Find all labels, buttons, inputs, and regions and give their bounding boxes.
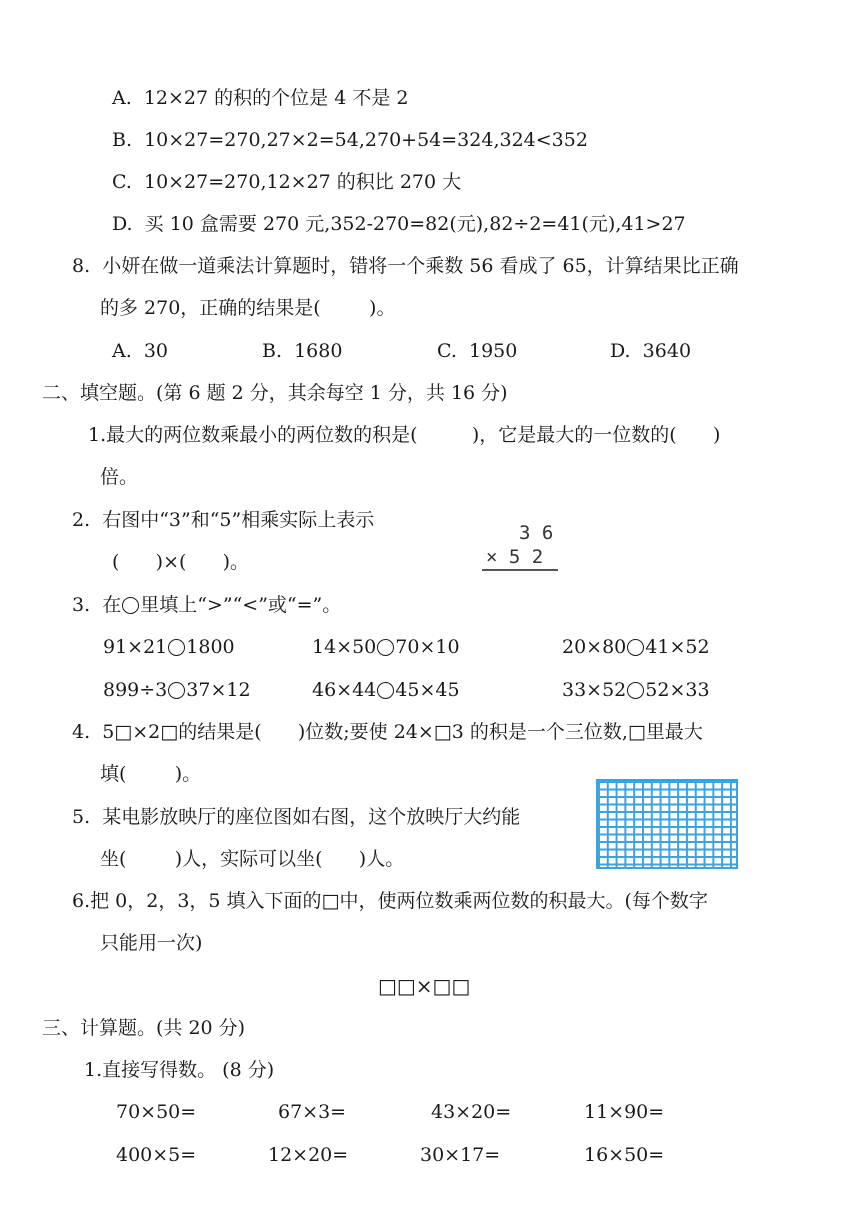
q8-text-line2: 的多 270，正确的结果是( )。 bbox=[100, 297, 396, 319]
calc-item: 67×3= bbox=[278, 1101, 347, 1123]
calc-item: 70×50= bbox=[116, 1101, 197, 1123]
s2-q5-line2: 坐( )人，实际可以坐( )人。 bbox=[100, 848, 405, 870]
s2-q4-line2: 填( )。 bbox=[100, 763, 202, 785]
s2-q2-line1: 2. 右图中“3”和“5”相乘实际上表示 bbox=[72, 509, 375, 531]
q8-option-b: B. 1680 bbox=[262, 340, 343, 362]
compare-circle-icon[interactable] bbox=[627, 639, 644, 656]
compare-item: 46×44 45×45 bbox=[312, 679, 460, 701]
q8-text-line1: 8. 小妍在做一道乘法计算题时，错将一个乘数 56 看成了 65，计算结果比正确 bbox=[72, 255, 739, 277]
compare-item: 899÷3 37×12 bbox=[103, 679, 251, 701]
vertical-multiplication-bottom: × 5 2 bbox=[486, 546, 544, 568]
compare-circle-icon[interactable] bbox=[377, 639, 394, 656]
q7-option-a: A. 12×27 的积的个位是 4 不是 2 bbox=[112, 87, 409, 109]
digit-boxes: □□×□□ bbox=[378, 974, 471, 998]
s3-q1-title: 1.直接写得数。 (8 分) bbox=[84, 1059, 275, 1081]
calc-item: 43×20= bbox=[431, 1101, 512, 1123]
q8-option-c: C. 1950 bbox=[437, 340, 518, 362]
calc-item: 11×90= bbox=[584, 1101, 665, 1123]
vertical-multiplication-top: 3 6 bbox=[519, 522, 554, 544]
s2-q2-line2: ( )×( )。 bbox=[112, 551, 250, 573]
vertical-multiplication-line bbox=[482, 569, 558, 571]
calc-item: 30×17= bbox=[420, 1144, 501, 1166]
q7-option-b: B. 10×27=270,27×2=54,270+54=324,324<352 bbox=[112, 129, 588, 151]
s2-q3-line: 3. 在 里填上“>”“<”或“=”。 bbox=[72, 594, 342, 616]
s2-q6-line2: 只能用一次) bbox=[100, 932, 203, 954]
q7-option-d: D. 买 10 盒需要 270 元,352-270=82(元),82÷2=41(元),41>27 bbox=[112, 213, 686, 235]
compare-item: 20×80 41×52 bbox=[562, 636, 710, 658]
compare-circle-icon[interactable] bbox=[377, 682, 394, 699]
compare-item: 33×52 52×33 bbox=[562, 679, 710, 701]
calc-item: 16×50= bbox=[584, 1144, 665, 1166]
q8-option-a: A. 30 bbox=[112, 340, 169, 362]
cinema-seat-grid bbox=[596, 779, 738, 869]
s2-q6-line1: 6.把 0，2，3，5 填入下面的□中，使两位数乘两位数的积最大。(每个数字 bbox=[72, 890, 708, 912]
s2-q5-line1: 5. 某电影放映厅的座位图如右图，这个放映厅大约能 bbox=[72, 806, 521, 828]
s2-q1-line1: 1.最大的两位数乘最小的两位数的积是( )，它是最大的一位数的( ) bbox=[88, 424, 721, 446]
compare-circle-icon[interactable] bbox=[627, 682, 644, 699]
s2-q4-line1: 4. 5□×2□的结果是( )位数;要使 24×□3 的积是一个三位数,□里最大 bbox=[72, 721, 703, 743]
compare-circle-icon bbox=[122, 597, 139, 614]
compare-item: 14×50 70×10 bbox=[312, 636, 460, 658]
calc-item: 400×5= bbox=[116, 1144, 197, 1166]
compare-circle-icon[interactable] bbox=[168, 682, 185, 699]
section3-heading: 三、计算题。(共 20 分) bbox=[42, 1017, 246, 1039]
compare-item: 91×21 1800 bbox=[103, 636, 235, 658]
q8-option-d: D. 3640 bbox=[610, 340, 692, 362]
q7-option-c: C. 10×27=270,12×27 的积比 270 大 bbox=[112, 171, 462, 193]
calc-item: 12×20= bbox=[268, 1144, 349, 1166]
section2-heading: 二、填空题。(第 6 题 2 分，其余每空 1 分，共 16 分) bbox=[42, 382, 508, 404]
s2-q1-line2: 倍。 bbox=[100, 466, 139, 488]
compare-circle-icon[interactable] bbox=[168, 639, 185, 656]
